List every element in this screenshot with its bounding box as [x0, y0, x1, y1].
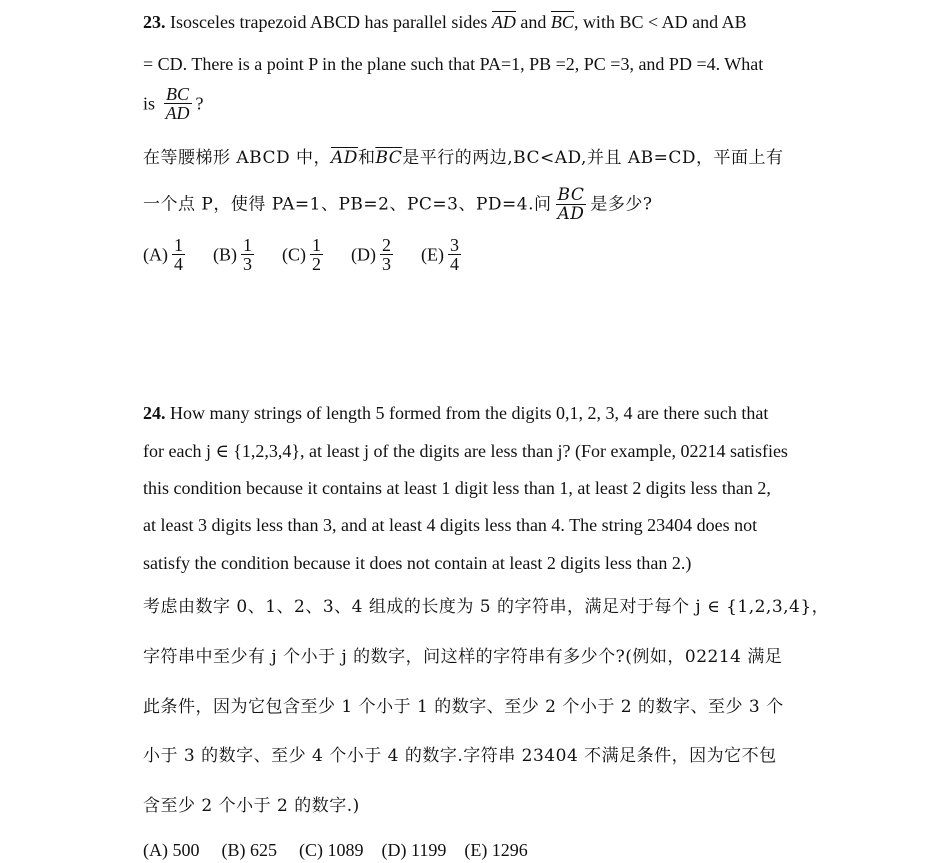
fraction-denominator: AD [165, 103, 190, 123]
q24-option-a: (A) 500 [143, 840, 200, 860]
segment-bc: $\overline{BC}$ [550, 12, 574, 32]
q23-option-b [213, 236, 258, 273]
fraction-denominator: 4 [174, 254, 183, 274]
option-label: (E) [421, 244, 444, 265]
q23-cn-text: 一个点 P，使得 PA=1、PB=2、PC=3、PD=4.问 [143, 194, 552, 215]
option-label: (A) [143, 244, 168, 265]
q23-text: is [143, 93, 160, 114]
segment-ad: $\overline{AD}$ [331, 148, 358, 168]
q24-option-e: (E) 1296 [464, 840, 528, 860]
q23-cn-line-2 [143, 186, 653, 223]
q24-options [143, 839, 552, 861]
fraction-numerator: 1 [174, 235, 183, 255]
option-fraction [380, 236, 393, 273]
q23-cn-text: 在等腰梯形 ABCD 中， [143, 148, 332, 168]
q24-cn-line-1: 考虑由数字 0、1、2、3、4 组成的长度为 5 的字符串，满足对于每个 j ∈ {1,2,3,4}， [143, 597, 830, 617]
q23-cn-line-1 [143, 147, 784, 169]
fraction-denominator: AD [557, 204, 585, 224]
q23-en-line-1 [143, 11, 747, 33]
q24-en-line-3: this condition because it contains at least 1 digit less than 1, at least 2 digits less than 2, [143, 478, 771, 498]
q24-en-line-5: satisfy the condition because it does not contain at least 2 digits less than 2.) [143, 553, 692, 573]
q23-option-a [143, 236, 189, 273]
q24-cn-line-4: 小于 3 的数字、至少 4 个小于 4 的数字.字符串 23404 不满足条件，因为它不包 [143, 746, 777, 766]
fraction-numerator: 1 [312, 235, 321, 255]
option-fraction [448, 236, 461, 273]
q24-text: How many strings of length 5 formed from the digits 0,1, 2, 3, 4 are there such that [165, 403, 769, 423]
q23-text: ? [195, 93, 204, 114]
ratio-fraction [556, 186, 587, 223]
option-label: (C) [282, 244, 306, 265]
q23-option-d [351, 236, 397, 273]
segment-bc: $\overline{BC}$ [375, 148, 403, 168]
q24-cn-line-3: 此条件，因为它包含至少 1 个小于 1 的数字、至少 2 个小于 2 的数字、至少 3 个 [143, 697, 784, 717]
q23-option-c [282, 236, 327, 273]
fraction-numerator: BC [164, 85, 192, 104]
option-fraction [241, 236, 254, 273]
q23-text: , with BC < AD and AB [573, 12, 747, 32]
q24-cn-line-2: 字符串中至少有 j 个小于 j 的数字，问这样的字符串有多少个?(例如，02214 满足 [143, 647, 783, 667]
fraction-denominator: 2 [312, 254, 321, 274]
fraction-numerator: BC [556, 186, 587, 205]
fraction-numerator: 3 [449, 235, 459, 255]
q24-number: 24. [143, 403, 166, 423]
q24-option-b: (B) 625 [221, 840, 277, 860]
fraction-denominator: 4 [449, 254, 459, 274]
fraction-numerator: 1 [243, 235, 252, 255]
q23-options [143, 236, 489, 273]
q24-en-line-1 [143, 402, 768, 424]
q23-text: Isosceles trapezoid ABCD has parallel sides [165, 12, 492, 32]
q23-en-line-3 [143, 85, 204, 122]
q23-text: and [515, 12, 551, 32]
q24-en-line-4: at least 3 digits less than 3, and at least 4 digits less than 4. The string 23404 does not [143, 515, 758, 535]
fraction-numerator: 2 [382, 235, 391, 255]
option-fraction [310, 236, 323, 273]
option-label: (D) [351, 244, 376, 265]
q24-option-d: (D) 1199 [381, 840, 447, 860]
fraction-denominator: 3 [382, 254, 391, 274]
q24-cn-line-5: 含至少 2 个小于 2 的数字.) [143, 796, 360, 816]
q24-en-line-2: for each j ∈ {1,2,3,4}, at least j of the digits are less than j? (For example, 02214 satisfies [143, 441, 788, 461]
fraction-denominator: 3 [243, 254, 252, 274]
ratio-fraction [164, 85, 192, 122]
option-fraction [172, 236, 185, 273]
q23-en-line-2: = CD. There is a point P in the plane such that PA=1, PB =2, PC =3, and PD =4. What [143, 54, 764, 74]
q23-number: 23. [143, 12, 166, 32]
q23-cn-text: 和 [357, 148, 376, 168]
option-label: (B) [213, 244, 237, 265]
q23-cn-text: 是多少? [590, 194, 653, 215]
q23-option-e [421, 236, 465, 273]
q23-cn-text: 是平行的两边,BC<AD,并且 AB=CD，平面上有 [402, 148, 784, 168]
segment-ad: $\overline{AD}$ [491, 12, 516, 32]
q24-option-c: (C) 1089 [299, 840, 364, 860]
